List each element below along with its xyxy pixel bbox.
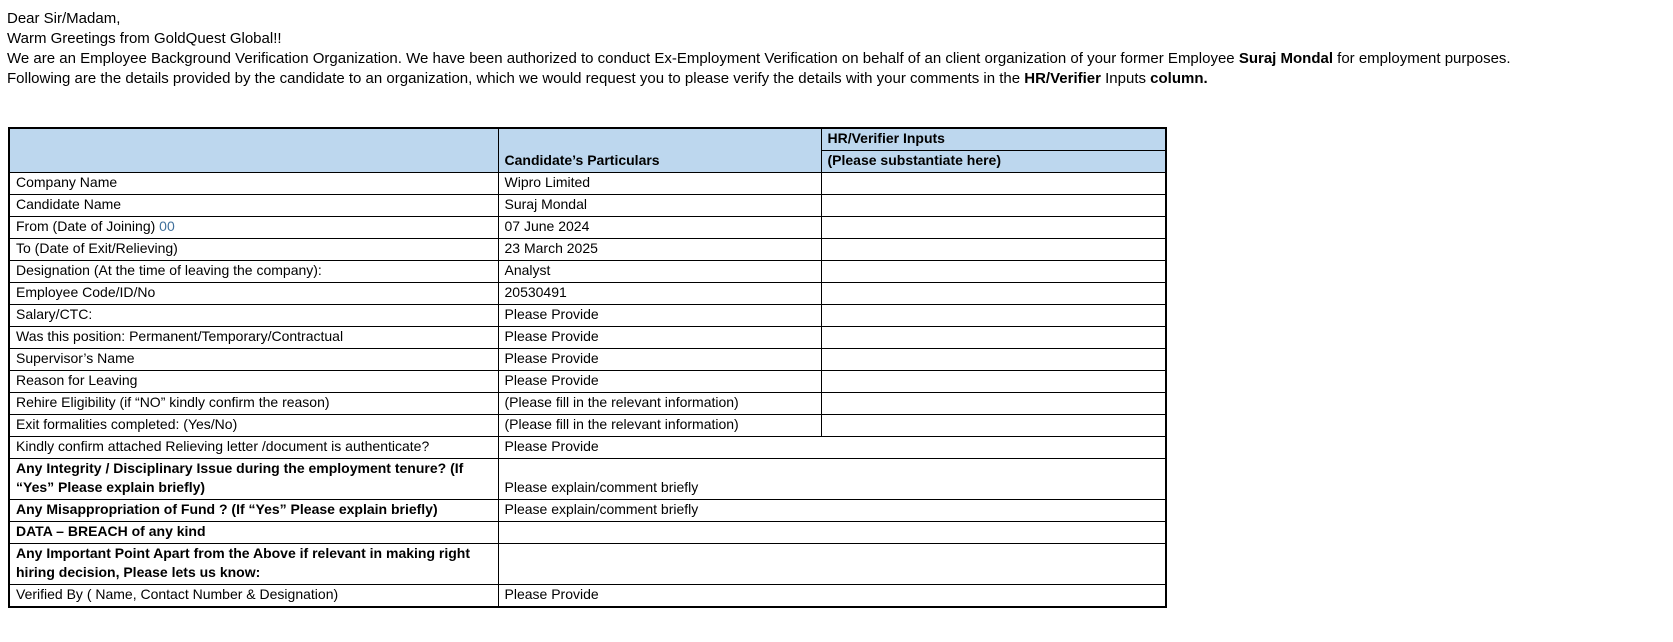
row-label-text: Candidate Name xyxy=(16,196,122,212)
header-please-substantiate-cell: (Please substantiate here) xyxy=(821,151,1166,173)
table-row xyxy=(9,459,1166,500)
table-row xyxy=(9,349,1166,371)
row-label-text: Exit formalities completed: (Yes/No) xyxy=(16,416,238,432)
row-label-cell xyxy=(9,415,498,437)
row-label-cell xyxy=(9,283,498,305)
particulars-cell xyxy=(498,305,821,327)
greeting-line xyxy=(7,29,1673,49)
row-label-cell xyxy=(9,393,498,415)
particulars-text: 20530491 xyxy=(504,284,567,300)
table-row xyxy=(9,522,1166,544)
table-row xyxy=(9,195,1166,217)
row-label-text: Was this position: Permanent/Temporary/Contractual xyxy=(16,328,344,344)
row-label-text: Rehire Eligibility (if “NO” kindly confirm the reason) xyxy=(16,394,330,410)
row-label-cell xyxy=(9,544,498,585)
table-row xyxy=(9,585,1166,608)
greeting-text: Warm Greetings from GoldQuest Global!! xyxy=(7,30,282,47)
table-row xyxy=(9,500,1166,522)
particulars-text: (Please fill in the relevant information) xyxy=(504,394,739,410)
header-hr-verifier-inputs-cell: HR/Verifier Inputs xyxy=(821,128,1166,151)
particulars-text: Please Provide xyxy=(504,372,599,388)
verifier-input-cell[interactable] xyxy=(821,393,1166,415)
table-row xyxy=(9,217,1166,239)
row-label-text: Employee Code/ID/No xyxy=(16,284,156,300)
particulars-cell xyxy=(498,239,821,261)
row-label-text: To (Date of Exit/Relieving) xyxy=(16,240,178,256)
row-label-cell xyxy=(9,500,498,522)
table-header-row-1 xyxy=(9,128,1166,151)
particulars-cell xyxy=(498,500,1166,522)
verifier-input-cell[interactable] xyxy=(821,327,1166,349)
verifier-input-cell[interactable] xyxy=(821,217,1166,239)
row-label-cell xyxy=(9,349,498,371)
body1-post-text: for employment purposes. xyxy=(1333,50,1511,67)
row-label-cell xyxy=(9,522,498,544)
particulars-cell xyxy=(498,283,821,305)
header-candidate-particulars-cell: Candidate’s Particulars xyxy=(498,128,821,173)
row-label-text: From (Date of Joining) xyxy=(16,218,156,234)
row-label-text: Company Name xyxy=(16,174,118,190)
row-label-cell xyxy=(9,261,498,283)
particulars-cell xyxy=(498,415,821,437)
particulars-cell xyxy=(498,217,821,239)
particulars-cell xyxy=(498,393,821,415)
particulars-text: Please Provide xyxy=(504,438,599,454)
particulars-text: Wipro Limited xyxy=(504,174,591,190)
hr-verifier-emphasis: HR/Verifier xyxy=(1024,70,1101,87)
verifier-input-cell[interactable] xyxy=(821,195,1166,217)
table-row xyxy=(9,283,1166,305)
table-row xyxy=(9,305,1166,327)
row-label-cell xyxy=(9,173,498,195)
particulars-cell xyxy=(498,261,821,283)
row-label-text: DATA – BREACH of any kind xyxy=(16,523,206,539)
table-row xyxy=(9,173,1166,195)
particulars-cell xyxy=(498,459,1166,500)
particulars-text: Please Provide xyxy=(504,350,599,366)
particulars-text: (Please fill in the relevant information) xyxy=(504,416,739,432)
row-label-cell xyxy=(9,437,498,459)
table-row xyxy=(9,393,1166,415)
verifier-input-cell[interactable] xyxy=(821,261,1166,283)
verifier-input-cell[interactable] xyxy=(821,283,1166,305)
particulars-text: Please explain/comment briefly xyxy=(504,479,699,495)
date-of-joining-code: 00 xyxy=(159,218,175,234)
column-emphasis: column. xyxy=(1150,70,1208,87)
particulars-cell xyxy=(498,437,1166,459)
particulars-text: 07 June 2024 xyxy=(504,218,590,234)
row-label-text: Designation (At the time of leaving the company): xyxy=(16,262,322,278)
particulars-text: Analyst xyxy=(504,262,551,278)
table-row xyxy=(9,239,1166,261)
table-row xyxy=(9,415,1166,437)
table-row xyxy=(9,544,1166,585)
table-row xyxy=(9,437,1166,459)
verifier-input-cell[interactable] xyxy=(821,371,1166,393)
particulars-cell xyxy=(498,195,821,217)
row-label-text: Salary/CTC: xyxy=(16,306,93,322)
particulars-text: Please Provide xyxy=(504,328,599,344)
particulars-cell[interactable] xyxy=(498,544,1166,585)
table-row xyxy=(9,261,1166,283)
verifier-input-cell[interactable] xyxy=(821,173,1166,195)
row-label-text: Supervisor’s Name xyxy=(16,350,135,366)
particulars-text: Please Provide xyxy=(504,586,599,602)
particulars-text: Suraj Mondal xyxy=(504,196,587,212)
particulars-cell xyxy=(498,585,1166,608)
body1-pre-text: We are an Employee Background Verification Organization. We have been authorized to conduct Ex-Employment Verification on behalf of an client organization of your former Employee xyxy=(7,50,1239,67)
verification-table xyxy=(8,127,1167,608)
particulars-cell xyxy=(498,371,821,393)
body-line-1 xyxy=(7,49,1673,69)
particulars-text: Please Provide xyxy=(504,306,599,322)
row-label-cell xyxy=(9,195,498,217)
row-label-cell xyxy=(9,217,498,239)
row-label-text: Verified By ( Name, Contact Number & Designation) xyxy=(16,586,339,602)
row-label-cell xyxy=(9,327,498,349)
row-label-text: Any Integrity / Disciplinary Issue during the employment tenure? (If “Yes” Please explain briefly) xyxy=(16,460,464,495)
row-label-text: Reason for Leaving xyxy=(16,372,138,388)
table-row xyxy=(9,327,1166,349)
body-line-2 xyxy=(7,69,1673,89)
verifier-input-cell[interactable] xyxy=(821,239,1166,261)
row-label-cell xyxy=(9,371,498,393)
body2-mid-text: Inputs xyxy=(1100,70,1151,87)
verifier-input-cell[interactable] xyxy=(821,305,1166,327)
header-field-cell xyxy=(9,128,498,173)
particulars-cell xyxy=(498,327,821,349)
salutation xyxy=(7,9,1673,29)
verifier-input-cell[interactable] xyxy=(821,349,1166,371)
body2-pre-text: Following are the details provided by the candidate to an organization, which we would request you to please verify the details with your comments in the xyxy=(7,70,1025,87)
particulars-text: Please explain/comment briefly xyxy=(504,501,699,517)
row-label-cell xyxy=(9,239,498,261)
row-label-cell xyxy=(9,585,498,608)
table-row xyxy=(9,371,1166,393)
row-label-text: Any Misappropriation of Fund ? (If “Yes” Please explain briefly) xyxy=(16,501,438,517)
row-label-text: Kindly confirm attached Relieving letter /document is authenticate? xyxy=(16,438,430,454)
particulars-cell xyxy=(498,349,821,371)
particulars-cell xyxy=(498,173,821,195)
intro-text xyxy=(7,9,1673,89)
row-label-cell xyxy=(9,305,498,327)
candidate-name-emphasis: Suraj Mondal xyxy=(1238,50,1333,67)
row-label-text: Any Important Point Apart from the Above if relevant in making right hiring decision, Please lets us know: xyxy=(16,545,471,580)
verifier-input-cell[interactable] xyxy=(821,415,1166,437)
salutation-text: Dear Sir/Madam, xyxy=(7,10,121,27)
particulars-cell[interactable] xyxy=(498,522,1166,544)
row-label-cell xyxy=(9,459,498,500)
particulars-text: 23 March 2025 xyxy=(504,240,598,256)
